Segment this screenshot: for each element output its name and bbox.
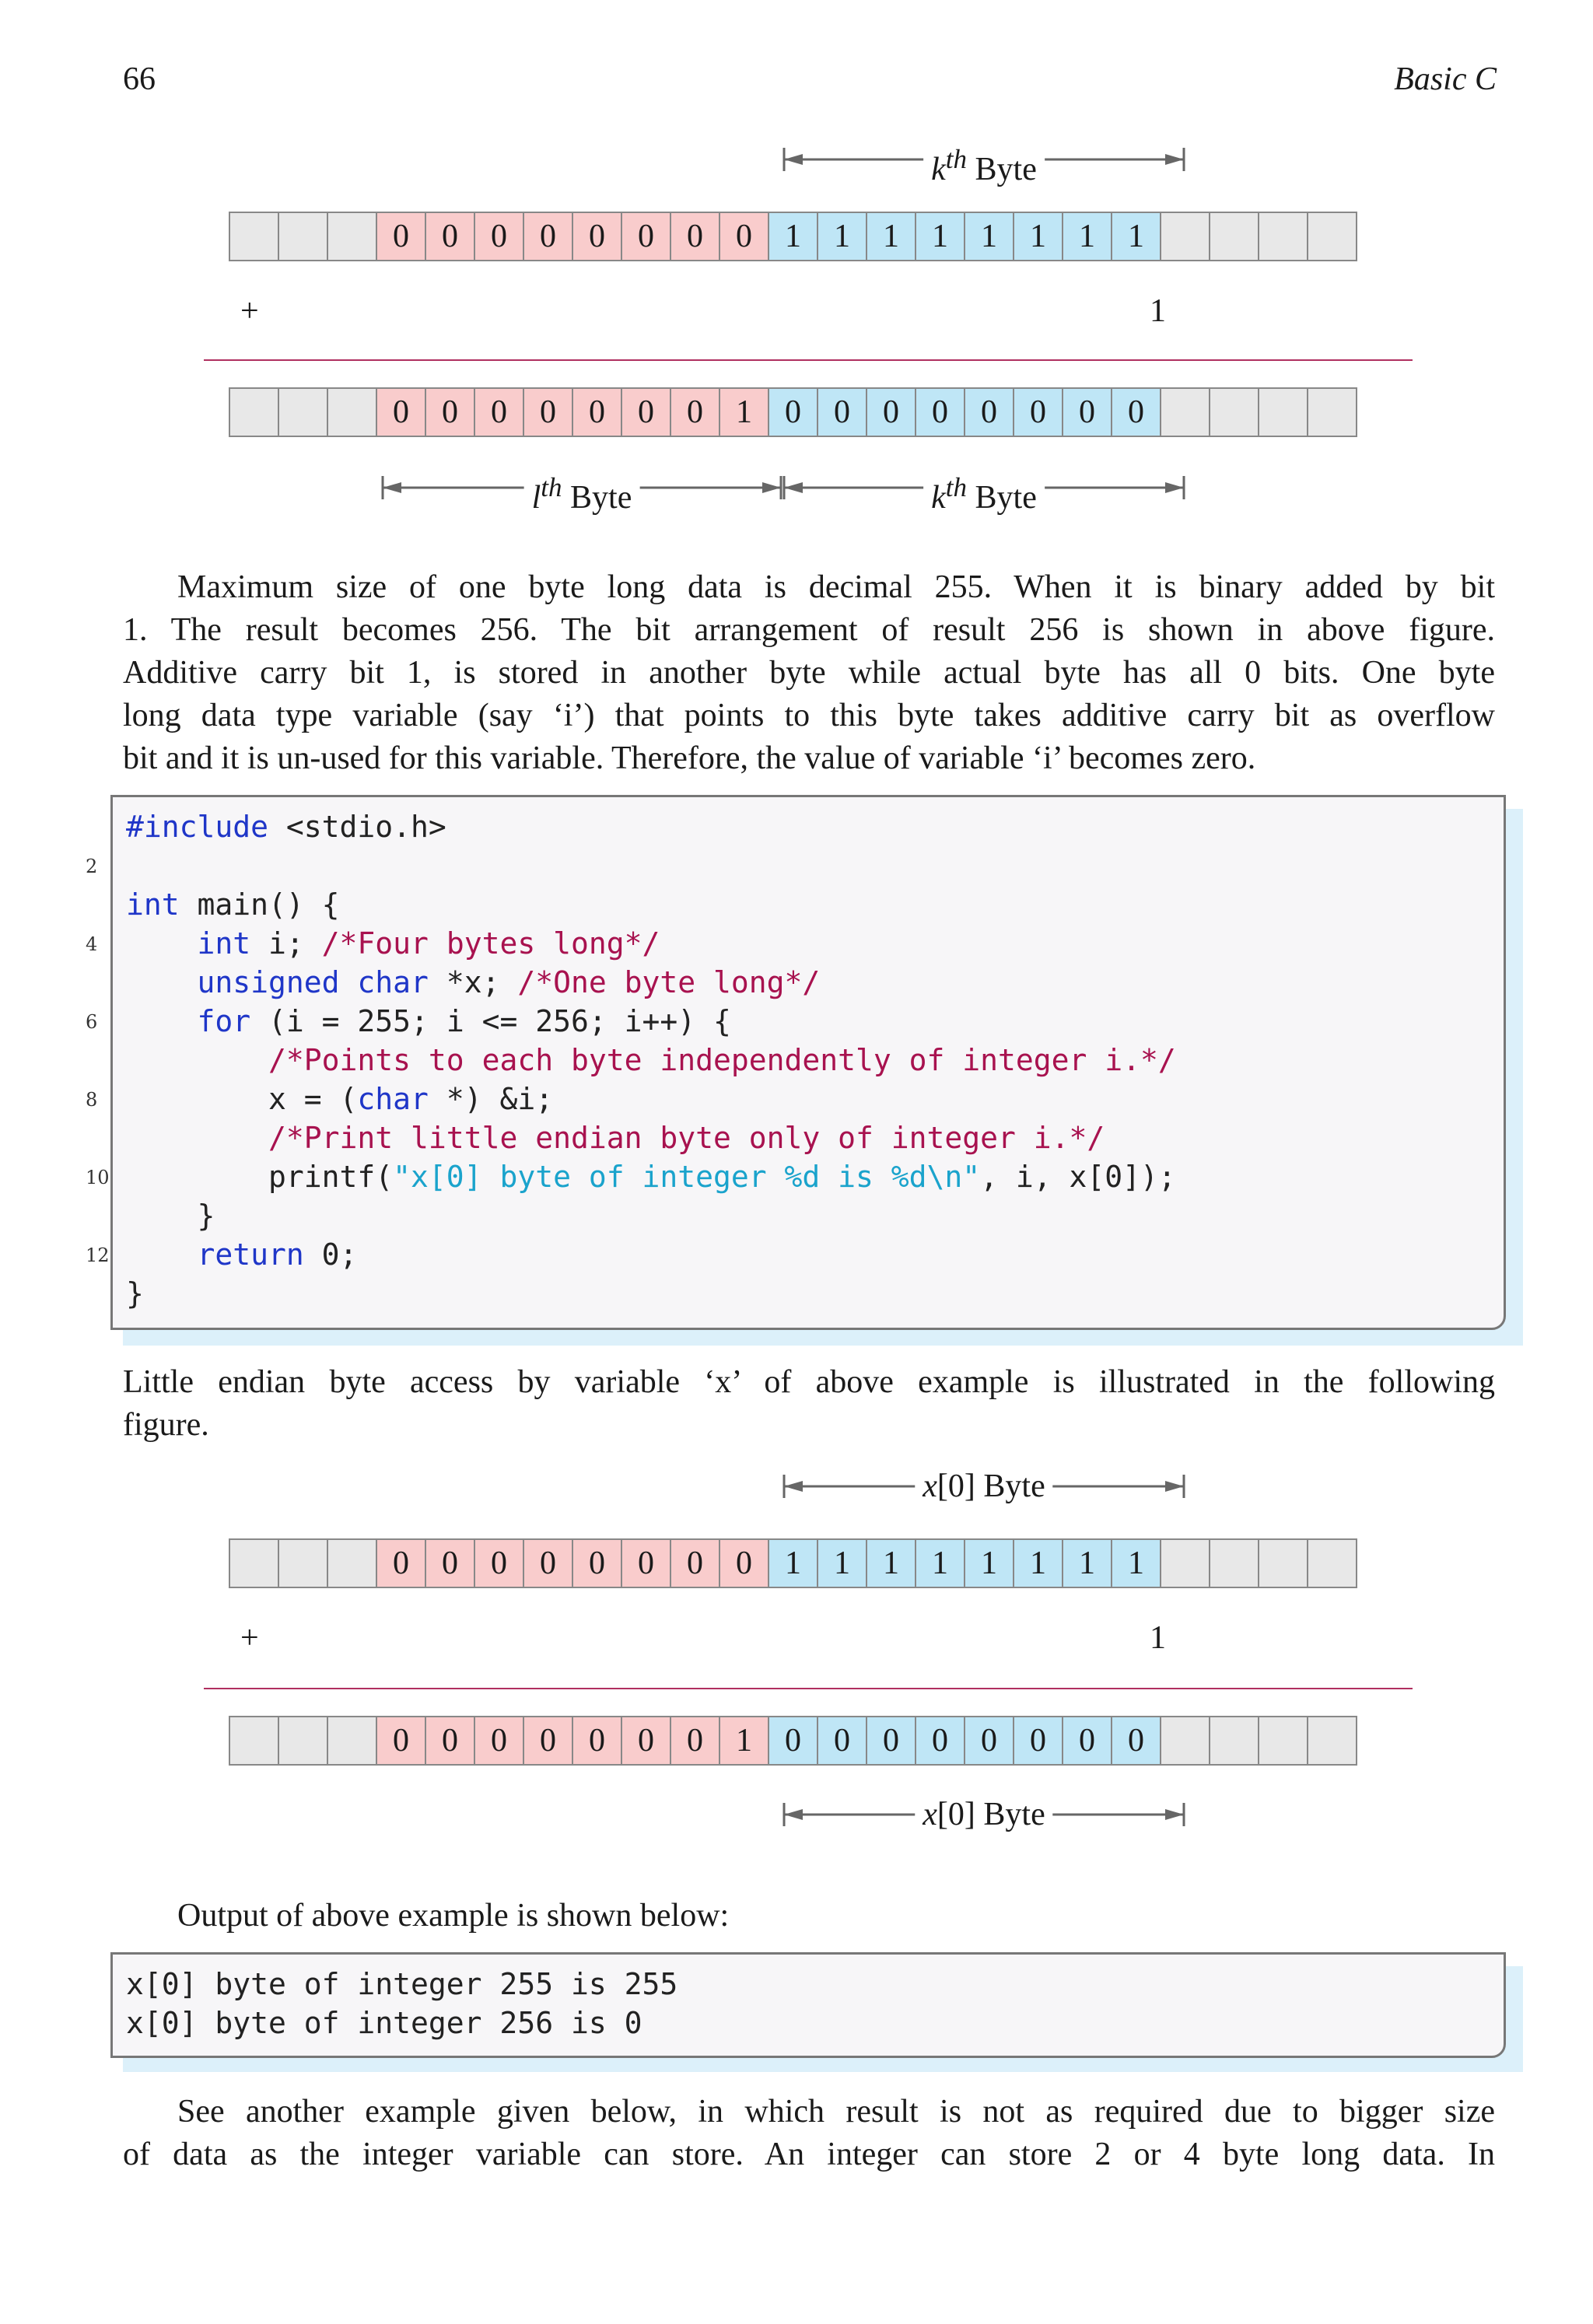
- bit-cell: 1: [768, 212, 818, 261]
- bit-cell: 0: [817, 387, 867, 437]
- paragraph-1: [123, 566, 1495, 780]
- code-token: i;: [250, 926, 322, 961]
- code-token: x = (: [126, 1082, 358, 1116]
- bit-cell: 0: [670, 1716, 720, 1766]
- line-number: 12: [86, 1244, 110, 1266]
- fig1-bottom-right-dimension: [782, 468, 1185, 516]
- bit-cell: [327, 1716, 377, 1766]
- running-title: Basic C: [1394, 61, 1497, 97]
- bit-cell: 0: [474, 387, 524, 437]
- line-number: 6: [86, 1011, 98, 1033]
- bit-cell: 0: [572, 387, 622, 437]
- bit-cell: 0: [621, 1538, 671, 1588]
- bit-cell: 0: [376, 1538, 426, 1588]
- bit-cell: 0: [670, 1538, 720, 1588]
- bit-cell: [327, 212, 377, 261]
- code-keyword: int: [126, 887, 180, 922]
- bit-cell: 1: [817, 212, 867, 261]
- bit-cell: 1: [768, 1538, 818, 1588]
- code-line: [126, 1157, 1176, 1196]
- code-token: [126, 1121, 268, 1155]
- code-line: [126, 846, 1176, 885]
- fig1-top-dimension: [782, 140, 1185, 187]
- paragraph-3: [123, 1895, 1495, 1937]
- fig2-bottom-dimension: [782, 1795, 1185, 1834]
- line-number: 8: [86, 1089, 98, 1111]
- fig1-plus-sign: +: [240, 293, 259, 329]
- code-keyword: char: [357, 1082, 429, 1116]
- code-text: [126, 807, 1176, 1313]
- output-line: x[0] byte of integer 256 is 0: [126, 2006, 642, 2040]
- bit-cell: 1: [1111, 212, 1161, 261]
- code-token: [126, 1043, 268, 1077]
- bit-cell: 0: [474, 212, 524, 261]
- code-line: [126, 1118, 1176, 1157]
- bit-cell: 0: [425, 1538, 475, 1588]
- code-token: }: [126, 1199, 215, 1233]
- bit-cell: [229, 387, 279, 437]
- bit-cell: 0: [1111, 387, 1161, 437]
- fig1-sum-rule: [204, 359, 1413, 361]
- code-comment: /*One byte long*/: [517, 965, 821, 999]
- bit-cell: 0: [670, 212, 720, 261]
- bit-cell: 1: [1013, 1538, 1063, 1588]
- bit-cell: 0: [425, 212, 475, 261]
- code-keyword: unsigned char: [197, 965, 429, 999]
- page-number: 66: [123, 61, 156, 97]
- bit-cell: 0: [474, 1716, 524, 1766]
- bit-cell: 0: [572, 1538, 622, 1588]
- bit-cell: [1258, 212, 1308, 261]
- code-line: [126, 807, 1176, 846]
- code-token: printf(: [126, 1160, 394, 1194]
- code-line: [126, 963, 1176, 1002]
- bit-cell: 1: [719, 387, 769, 437]
- code-token: <stdio.h>: [268, 810, 446, 844]
- bit-cell: 0: [523, 212, 573, 261]
- output-line: x[0] byte of integer 255 is 255: [126, 1967, 678, 2001]
- code-token: [126, 926, 198, 961]
- bit-cell: [229, 1538, 279, 1588]
- paragraph-line: Output of above example is shown below:: [177, 1898, 730, 1934]
- code-line: [126, 1041, 1176, 1080]
- fig1-bottom-right-label: $k^{th}$ Byte: [923, 468, 1045, 517]
- bit-cell: 0: [719, 212, 769, 261]
- bit-cell: [327, 387, 377, 437]
- code-line: [126, 1274, 1176, 1313]
- bit-cell: [1258, 1716, 1308, 1766]
- bit-cell: [1209, 387, 1259, 437]
- bit-cell: [1160, 212, 1210, 261]
- fig1-bottom-left-dimension: [381, 468, 782, 516]
- bit-cell: [278, 1716, 328, 1766]
- bit-cell: [1307, 387, 1357, 437]
- paragraph-line: long data type variable (say ‘i’) that points to this byte takes additive carry bit as overflow: [123, 698, 1495, 733]
- bit-cell: 1: [866, 1538, 916, 1588]
- code-keyword: return: [197, 1237, 304, 1272]
- paragraph-4: [123, 2091, 1495, 2176]
- code-token: *x;: [428, 965, 518, 999]
- bit-cell: [278, 387, 328, 437]
- bit-cell: [1307, 1538, 1357, 1588]
- bit-cell: 0: [572, 1716, 622, 1766]
- bit-cell: 1: [1013, 212, 1063, 261]
- bit-cell: [229, 212, 279, 261]
- bit-cell: 0: [376, 1716, 426, 1766]
- code-keyword: int: [197, 926, 251, 961]
- bit-cell: 0: [1062, 1716, 1112, 1766]
- bit-cell: 1: [915, 1538, 965, 1588]
- bit-cell: [1160, 1716, 1210, 1766]
- bit-cell: 0: [719, 1538, 769, 1588]
- code-line: [126, 1235, 1176, 1274]
- code-string: "x[0] byte of integer %d is %d\n": [393, 1160, 981, 1194]
- bit-cell: 0: [376, 387, 426, 437]
- code-token: }: [126, 1276, 144, 1311]
- bit-cell: 0: [376, 212, 426, 261]
- code-token: (i = 255; i <= 256; i++) {: [250, 1004, 731, 1038]
- code-comment: /*Print little endian byte only of integer i.*/: [268, 1121, 1105, 1155]
- code-comment: /*Four bytes long*/: [321, 926, 660, 961]
- bit-cell: [1258, 387, 1308, 437]
- bit-cell: [1160, 1538, 1210, 1588]
- bit-cell: [1209, 1538, 1259, 1588]
- code-token: [126, 1237, 198, 1272]
- paragraph-line: bit and it is un-used for this variable. Therefore, the value of variable ‘i’ becomes zero.: [123, 740, 1256, 776]
- paragraph-line: Additive carry bit 1, is stored in another byte while actual byte has all 0 bits. One byte: [123, 655, 1495, 691]
- bit-cell: 1: [1062, 1538, 1112, 1588]
- bit-cell: 0: [1013, 1716, 1063, 1766]
- bit-cell: 0: [523, 1716, 573, 1766]
- fig1-bottom-left-label: $l^{th}$ Byte: [524, 468, 640, 517]
- code-line: [126, 1196, 1176, 1235]
- paragraph-line: See another example given below, in which result is not as required due to bigger size: [177, 2094, 1495, 2130]
- paragraph-2: [123, 1361, 1495, 1447]
- bit-cell: 1: [719, 1716, 769, 1766]
- fig2-addend: 1: [1150, 1620, 1166, 1656]
- bit-cell: [1258, 1538, 1308, 1588]
- fig1-top-label: $k^{th}$ Byte: [923, 140, 1045, 189]
- bit-cell: 1: [964, 212, 1014, 261]
- code-token: main() {: [179, 887, 340, 922]
- bit-cell: 0: [866, 387, 916, 437]
- bit-cell: 0: [915, 387, 965, 437]
- bit-cell: [278, 1538, 328, 1588]
- code-token: , i, x[0]);: [980, 1160, 1176, 1194]
- bit-cell: 0: [572, 212, 622, 261]
- bit-cell: 0: [621, 387, 671, 437]
- fig1-bit-row-2: [229, 387, 1357, 437]
- bit-cell: 0: [621, 1716, 671, 1766]
- bit-cell: 0: [768, 1716, 818, 1766]
- paragraph-line: 1. The result becomes 256. The bit arrangement of result 256 is shown in above figure.: [123, 612, 1495, 648]
- fig1-addend: 1: [1150, 293, 1166, 329]
- bit-cell: 0: [817, 1716, 867, 1766]
- bit-cell: 1: [964, 1538, 1014, 1588]
- bit-cell: 1: [1062, 212, 1112, 261]
- bit-cell: 0: [474, 1538, 524, 1588]
- bit-cell: 1: [1111, 1538, 1161, 1588]
- bit-cell: [1209, 1716, 1259, 1766]
- bit-cell: 0: [425, 1716, 475, 1766]
- code-line: [126, 924, 1176, 963]
- fig2-plus-sign: +: [240, 1620, 259, 1656]
- bit-cell: 1: [866, 212, 916, 261]
- code-token: [126, 1004, 198, 1038]
- code-token: *) &i;: [428, 1082, 554, 1116]
- paragraph-line: figure.: [123, 1407, 209, 1443]
- bit-cell: 0: [866, 1716, 916, 1766]
- fig2-top-dimension: [782, 1467, 1185, 1506]
- code-token: 0;: [303, 1237, 358, 1272]
- bit-cell: [1307, 212, 1357, 261]
- bit-cell: 0: [1111, 1716, 1161, 1766]
- bit-cell: [1209, 212, 1259, 261]
- bit-cell: 0: [425, 387, 475, 437]
- bit-cell: 0: [621, 212, 671, 261]
- bit-cell: 0: [670, 387, 720, 437]
- code-keyword: for: [197, 1004, 251, 1038]
- bit-cell: 0: [523, 1538, 573, 1588]
- code-keyword: #include: [126, 810, 269, 844]
- bit-cell: 1: [915, 212, 965, 261]
- code-comment: /*Points to each byte independently of integer i.*/: [268, 1043, 1176, 1077]
- bit-cell: 0: [915, 1716, 965, 1766]
- paragraph-line: Maximum size of one byte long data is decimal 255. When it is binary added by bit: [177, 569, 1495, 605]
- line-number: 10: [86, 1167, 110, 1188]
- bit-cell: [1160, 387, 1210, 437]
- bit-cell: [229, 1716, 279, 1766]
- bit-cell: 0: [768, 387, 818, 437]
- code-line: [126, 1080, 1176, 1118]
- fig2-sum-rule: [204, 1688, 1413, 1689]
- fig2-bottom-label: x[0] Byte: [915, 1795, 1052, 1834]
- bit-cell: 1: [817, 1538, 867, 1588]
- paragraph-line: Little endian byte access by variable ‘x’ of above example is illustrated in the following: [123, 1364, 1495, 1400]
- fig2-top-label: x[0] Byte: [915, 1467, 1052, 1506]
- paragraph-line: of data as the integer variable can store. An integer can store 2 or 4 byte long data. In: [123, 2137, 1495, 2172]
- fig2-bit-row-1: [229, 1538, 1357, 1588]
- bit-cell: 0: [964, 387, 1014, 437]
- bit-cell: 0: [964, 1716, 1014, 1766]
- bit-cell: 0: [1062, 387, 1112, 437]
- bit-cell: [327, 1538, 377, 1588]
- bit-cell: 0: [523, 387, 573, 437]
- code-token: [126, 965, 198, 999]
- bit-cell: [278, 212, 328, 261]
- line-number: 4: [86, 933, 98, 955]
- code-line: [126, 885, 1176, 924]
- bit-cell: [1307, 1716, 1357, 1766]
- fig2-bit-row-2: [229, 1716, 1357, 1766]
- code-line: [126, 1002, 1176, 1041]
- bit-cell: 0: [1013, 387, 1063, 437]
- fig1-bit-row-1: [229, 212, 1357, 261]
- line-number: 2: [86, 856, 98, 877]
